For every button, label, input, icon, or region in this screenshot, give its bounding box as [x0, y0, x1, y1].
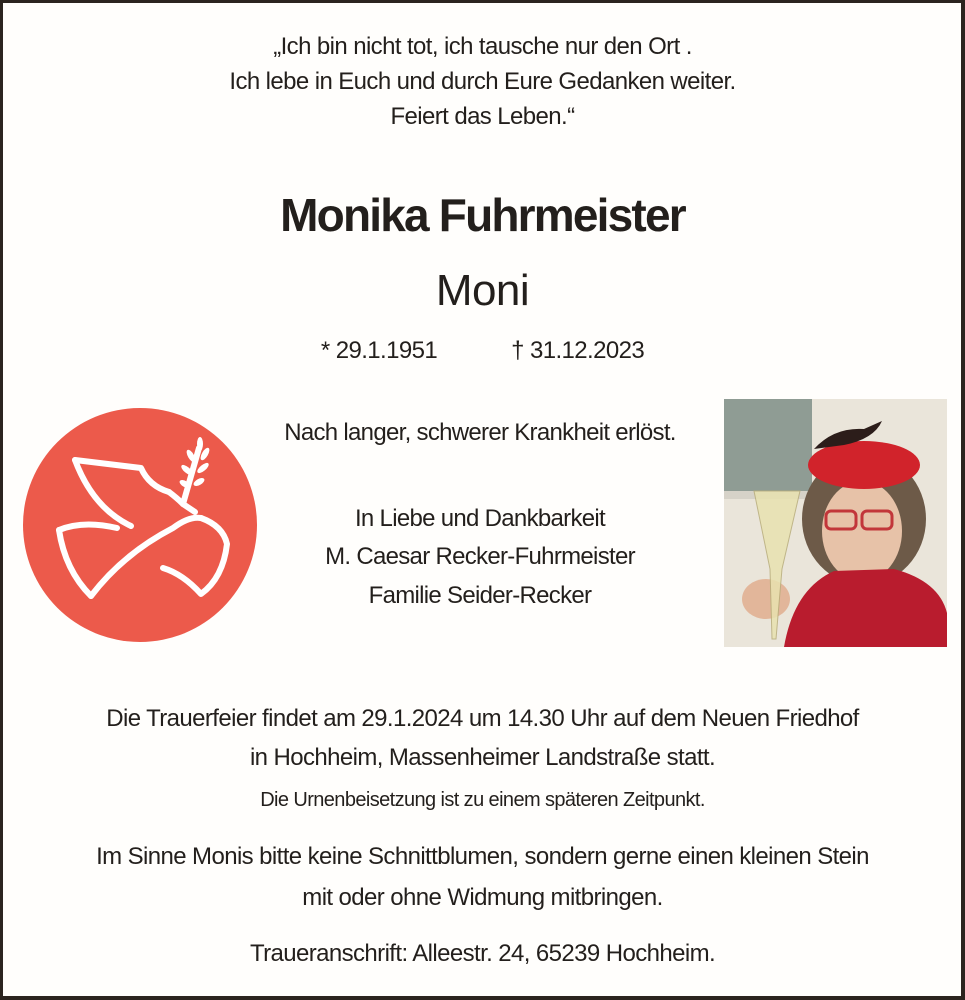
- quote-line-3: Feiert das Leben.“: [390, 103, 575, 130]
- death-date: † 31.12.2023: [511, 337, 645, 364]
- quote-line-1: „Ich bin nicht tot, ich tausche nur den Ort .: [273, 33, 692, 60]
- mourner-2: Familie Seider-Recker: [368, 582, 592, 609]
- life-dates: [0, 337, 965, 365]
- release-line: Nach langer, schwerer Krankheit erlöst.: [284, 419, 676, 446]
- urn-note: Die Urnenbeisetzung ist zu einem späteren Zeitpunkt.: [260, 789, 705, 811]
- ceremony-line-2: in Hochheim, Massenheimer Landstraße statt.: [249, 744, 716, 771]
- deceased-nickname: Moni: [435, 266, 530, 315]
- quote-line-2: Ich lebe in Euch und durch Eure Gedanken weiter.: [229, 68, 736, 95]
- mourner-1: M. Caesar Recker-Fuhrmeister: [325, 543, 635, 570]
- portrait-photo: [724, 399, 947, 647]
- ceremony-line-1: Die Trauerfeier findet am 29.1.2024 um 14.30 Uhr auf dem Neuen Friedhof: [106, 705, 859, 732]
- signoff-line: In Liebe und Dankbarkeit: [354, 505, 606, 532]
- request-line-1: Im Sinne Monis bitte keine Schnittblumen, sondern gerne einen kleinen Stein: [96, 843, 869, 870]
- deceased-full-name: Monika Fuhrmeister: [280, 189, 685, 241]
- request-line-2: mit oder ohne Widmung mitbringen.: [302, 884, 663, 911]
- portrait-photo-image: [724, 399, 947, 647]
- birth-date: * 29.1.1951: [320, 337, 438, 364]
- mourning-address: Traueranschrift: Alleestr. 24, 65239 Hochheim.: [249, 940, 716, 967]
- dove-emblem: [23, 408, 257, 642]
- dove-with-olive-branch-icon: [23, 408, 257, 642]
